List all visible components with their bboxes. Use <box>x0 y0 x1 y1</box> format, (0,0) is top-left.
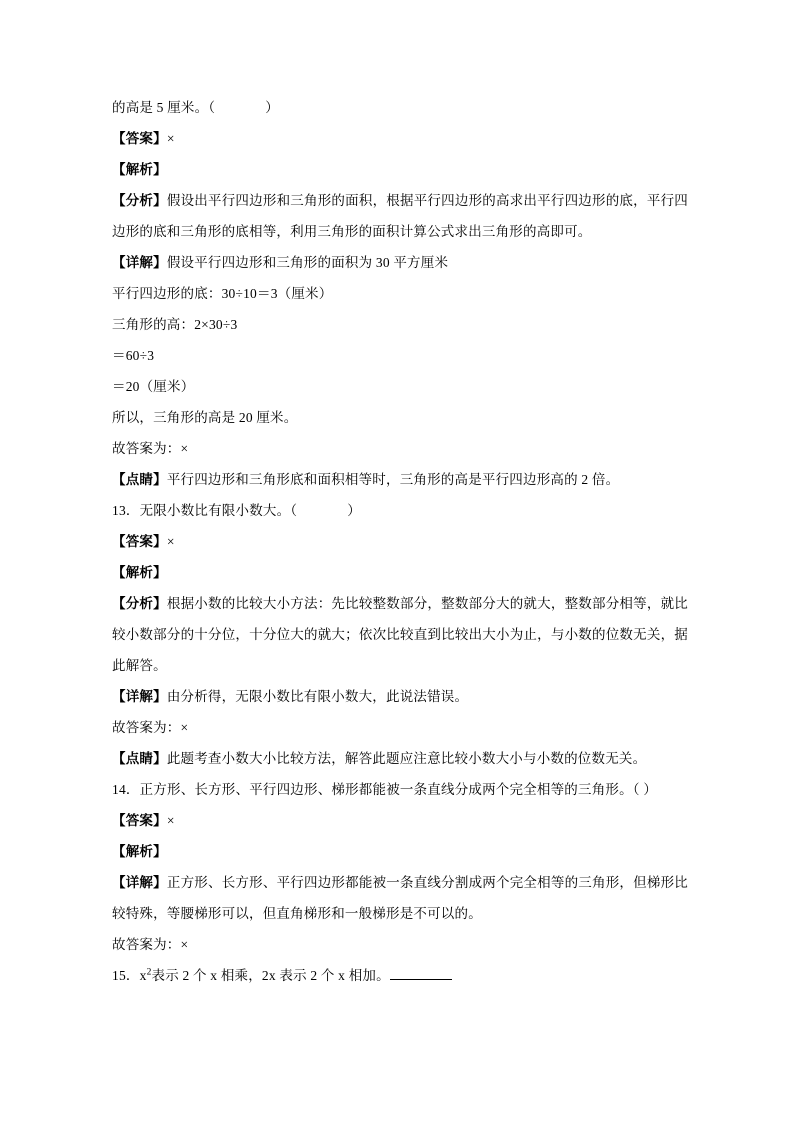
analysis-label: 【解析】 <box>112 565 167 580</box>
detail-paragraph <box>112 247 688 278</box>
detail-text: 正方形、长方形、平行四边形都能被一条直线分割成两个完全相等的三角形，但梯形比较特殊，等腰梯形可以，但直角梯形和一般梯形是不可以的。 <box>112 875 688 921</box>
text-line: 的高是 5 厘米。（ ） <box>112 100 279 115</box>
insight-tag: 【点睛】 <box>112 751 167 766</box>
document-body <box>112 92 688 991</box>
answer-value: × <box>166 534 175 549</box>
insight-text: 此题考查小数大小比较方法，解答此题应注意比较小数大小与小数的位数无关。 <box>166 751 647 766</box>
exponent: 2 <box>146 967 152 978</box>
detail-paragraph <box>112 681 688 712</box>
answer-value: × <box>166 813 175 828</box>
text-line: 三角形的高：2×30÷3 <box>112 317 238 332</box>
answer-line <box>112 526 688 557</box>
analysis-paragraph <box>112 185 688 247</box>
final-answer-line: 故答案为：× <box>112 720 189 735</box>
answer-line <box>112 805 688 836</box>
analysis-heading <box>112 836 688 867</box>
analysis-label: 【解析】 <box>112 162 167 177</box>
text-line: 所以，三角形的高是 20 厘米。 <box>112 410 298 425</box>
question-15-post: 表示 2 个 x 相乘，2x 表示 2 个 x 相加。 <box>151 968 390 983</box>
answer-label: 【答案】 <box>112 534 167 549</box>
analysis-label: 【解析】 <box>112 844 167 859</box>
analysis-text: 根据小数的比较大小方法：先比较整数部分，整数部分大的就大，整数部分相等，就比较小数部分的十分位，十分位大的就大；依次比较直到比较出大小为止，与小数的位数无关，据此解答。 <box>112 596 688 673</box>
analysis-tag: 【分析】 <box>112 596 167 611</box>
analysis-heading <box>112 557 688 588</box>
text-line: ＝20（厘米） <box>112 379 195 394</box>
answer-line <box>112 123 688 154</box>
question-13: 13．无限小数比有限小数大。（ ） <box>112 503 361 518</box>
detail-tag: 【详解】 <box>112 255 167 270</box>
analysis-text: 假设出平行四边形和三角形的面积，根据平行四边形的高求出平行四边形的底，平行四边形的底和三角形的底相等，利用三角形的面积计算公式求出三角形的高即可。 <box>112 193 688 239</box>
final-answer-line: 故答案为：× <box>112 441 189 456</box>
answer-value: × <box>166 131 175 146</box>
insight-paragraph <box>112 743 688 774</box>
detail-tag: 【详解】 <box>112 875 167 890</box>
fill-in-blank[interactable] <box>390 967 452 980</box>
question-14: 14．正方形、长方形、平行四边形、梯形都能被一条直线分成两个完全相等的三角形。（ ） <box>112 782 658 797</box>
detail-paragraph <box>112 867 688 929</box>
analysis-paragraph <box>112 588 688 681</box>
detail-text: 假设平行四边形和三角形的面积为 30 平方厘米 <box>166 255 449 270</box>
text-line: 平行四边形的底：30÷10＝3（厘米） <box>112 286 333 301</box>
insight-paragraph <box>112 464 688 495</box>
final-answer-line: 故答案为：× <box>112 937 189 952</box>
answer-label: 【答案】 <box>112 131 167 146</box>
detail-tag: 【详解】 <box>112 689 167 704</box>
text-line: ＝60÷3 <box>112 348 155 363</box>
insight-tag: 【点睛】 <box>112 472 167 487</box>
question-15-pre: 15．x <box>112 968 147 983</box>
detail-text: 由分析得，无限小数比有限小数大，此说法错误。 <box>166 689 469 704</box>
question-15 <box>112 960 688 991</box>
analysis-heading <box>112 154 688 185</box>
analysis-tag: 【分析】 <box>112 193 167 208</box>
answer-label: 【答案】 <box>112 813 167 828</box>
insight-text: 平行四边形和三角形底和面积相等时，三角形的高是平行四边形高的 2 倍。 <box>166 472 620 487</box>
